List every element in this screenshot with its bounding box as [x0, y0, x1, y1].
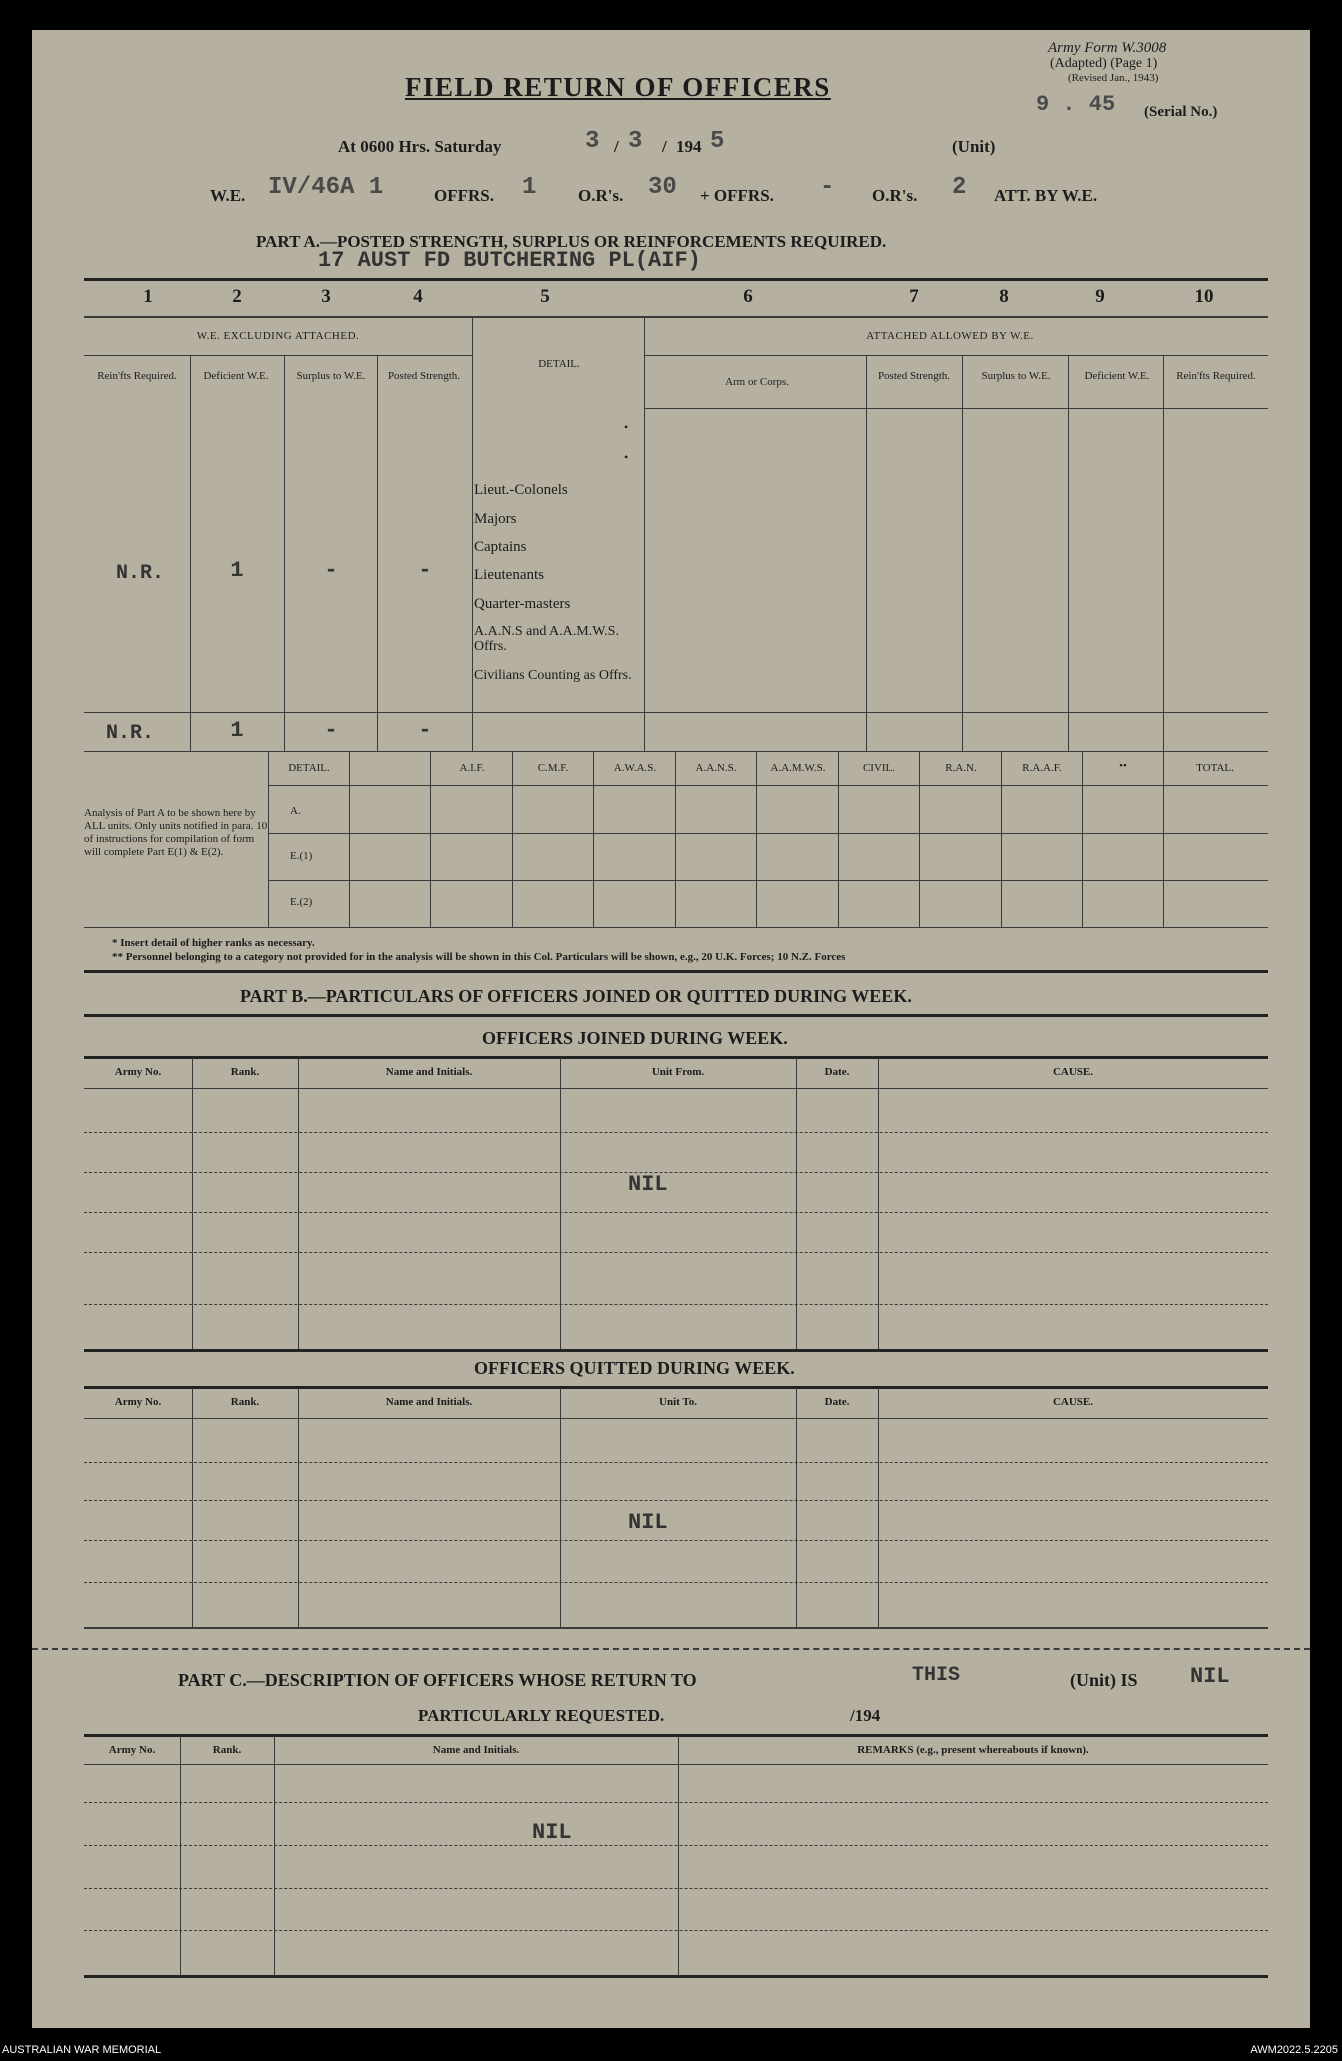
col-number-6: 6	[743, 286, 753, 307]
totals-rule	[84, 712, 1268, 713]
joined-hdr-army-no: Army No.	[114, 1066, 162, 1078]
footer-right: AWM2022.5.2205	[1250, 2044, 1338, 2056]
at-time-label: At 0600 Hrs. Saturday	[338, 137, 502, 156]
ors-value: 30	[648, 174, 677, 201]
row-deficient-value: 1	[230, 558, 244, 583]
col-number-2: 2	[232, 286, 242, 307]
subheader-rule-right	[644, 408, 1268, 409]
c-vline-1	[180, 1736, 181, 1976]
vline-a-7	[962, 355, 963, 751]
offrs-label: OFFRS.	[434, 186, 494, 205]
quitted-vline-4	[796, 1388, 797, 1628]
row-posted-value: -	[418, 558, 432, 583]
detail-header: DETAIL.	[538, 358, 580, 370]
footer-left: AUSTRALIAN WAR MEMORIAL	[2, 2044, 162, 2056]
vline-an-4	[593, 751, 594, 927]
part-c-requested: PARTICULARLY REQUESTED.	[418, 1706, 665, 1725]
vline-an-9	[1001, 751, 1002, 927]
quitted-hdr-rank: Rank.	[230, 1396, 260, 1408]
rank-civilians: Civilians Counting as Offrs.	[474, 668, 632, 683]
joined-hdr-unit-from: Unit From.	[651, 1066, 705, 1078]
rank-dot-2: •	[624, 450, 629, 464]
joined-hdr-rule	[84, 1088, 1268, 1089]
joined-hdr-name: Name and Initials.	[385, 1066, 473, 1078]
vline-an-11	[1163, 751, 1164, 927]
joined-hdr-rank: Rank.	[230, 1066, 260, 1078]
total-reinfts-value: N.R.	[105, 722, 154, 745]
c-line-2	[84, 1845, 1268, 1846]
date-year-digit: 5	[710, 128, 725, 155]
rank-aans: A.A.N.S and A.A.M.W.S. Offrs.	[474, 624, 619, 654]
quitted-line-3	[84, 1540, 1268, 1541]
serial-number: 9 . 45	[1036, 92, 1116, 117]
an-hdr-aamws: A.A.M.W.S.	[770, 762, 826, 774]
vline-an-6	[756, 751, 757, 927]
c-hdr-army-no: Army No.	[108, 1744, 156, 1756]
analysis-note: Analysis of Part A to be shown here by ALL units. Only units notified in para. 10 of instructions for compilation of form will complete Part E(1) & E(2).	[84, 807, 268, 858]
col-number-7: 7	[909, 286, 919, 307]
ors-label: O.R's.	[578, 186, 624, 205]
form-name: Army Form W.3008	[1048, 40, 1167, 56]
c-line-4	[84, 1930, 1268, 1931]
vline-a-8	[1068, 355, 1069, 751]
col-number-9: 9	[1095, 286, 1105, 307]
vline-a-5	[644, 316, 645, 751]
vline-an-2	[430, 751, 431, 927]
quitted-rule-top	[84, 1386, 1268, 1389]
quitted-line-1	[84, 1462, 1268, 1463]
rank-lieut-colonels: Lieut.-Colonels	[474, 482, 568, 498]
col-number-4: 4	[413, 286, 423, 307]
group-right-header: ATTACHED ALLOWED BY W.E.	[866, 330, 1034, 342]
quitted-line-2	[84, 1500, 1268, 1501]
date-month: 3	[628, 128, 643, 155]
an-hdr-aif: A.I.F.	[459, 762, 485, 774]
analysis-header-rule	[268, 785, 1268, 786]
vline-an-10	[1082, 751, 1083, 927]
total-surplus-value: -	[324, 718, 338, 743]
col-number-1: 1	[143, 286, 153, 307]
quitted-rule-bottom	[84, 1627, 1268, 1629]
quitted-vline-2	[298, 1388, 299, 1628]
form-adapted: (Adapted) (Page 1)	[1050, 56, 1158, 71]
vline-a-9	[1163, 355, 1164, 751]
c-hdr-remarks: REMARKS (e.g., present whereabouts if known).	[857, 1744, 1089, 1756]
quitted-entry: NIL	[628, 1510, 668, 1535]
tear-line	[32, 1648, 1310, 1650]
rank-dot-1: •	[624, 420, 629, 434]
rank-majors: Majors	[474, 511, 517, 527]
part-c-requested-year: /194	[850, 1706, 881, 1725]
hdr-reinfts-right: Rein'fts Required.	[1176, 370, 1256, 382]
quitted-hdr-cause: CAUSE.	[1052, 1396, 1094, 1408]
part-a-rule-bottom	[84, 970, 1268, 973]
c-hdr-rank: Rank.	[212, 1744, 242, 1756]
part-c-unit-is: (Unit) IS	[1070, 1670, 1138, 1690]
date-day: 3	[585, 128, 600, 155]
joined-vline-5	[878, 1058, 879, 1350]
quitted-line-4	[84, 1582, 1268, 1583]
hdr-posted: Posted Strength.	[387, 370, 461, 382]
vline-an-1	[349, 751, 350, 927]
row-reinfts-value: N.R.	[115, 562, 164, 585]
plus-offrs-value: -	[820, 174, 835, 201]
an-row-e2: E.(2)	[290, 896, 313, 908]
quitted-vline-5	[878, 1388, 879, 1628]
hdr-surplus: Surplus to W.E.	[296, 370, 366, 382]
an-hdr-detail: DETAIL.	[288, 762, 330, 774]
joined-line-5	[84, 1304, 1268, 1305]
part-c-title: PART C.—DESCRIPTION OF OFFICERS WHOSE RETURN TO	[178, 1670, 697, 1690]
vline-a-4	[472, 316, 473, 751]
vline-an-8	[919, 751, 920, 927]
vline-a-2	[284, 355, 285, 751]
col-number-3: 3	[321, 286, 331, 307]
col-number-10: 10	[1194, 286, 1214, 307]
ors2-value: 2	[952, 174, 967, 201]
part-b-title: PART B.—PARTICULARS OF OFFICERS JOINED OR QUITTED DURING WEEK.	[240, 986, 912, 1006]
an-hdr-total: TOTAL.	[1196, 762, 1234, 774]
quitted-hdr-rule	[84, 1418, 1268, 1419]
joined-vline-1	[192, 1058, 193, 1350]
quitted-hdr-unit-to: Unit To.	[659, 1396, 697, 1408]
c-vline-3	[678, 1736, 679, 1976]
an-hdr-aans: A.A.N.S.	[695, 762, 737, 774]
analysis-row-rule-2	[268, 880, 1268, 881]
ors2-label: O.R's.	[872, 186, 918, 205]
unit-label: (Unit)	[952, 137, 996, 156]
c-entry: NIL	[532, 1820, 572, 1845]
an-hdr-other: ••	[1119, 760, 1127, 772]
we-label: W.E.	[210, 186, 246, 205]
joined-hdr-date: Date.	[824, 1066, 850, 1078]
part-b-rule	[84, 1014, 1268, 1017]
an-hdr-civil: CIVIL.	[862, 762, 896, 774]
joined-vline-2	[298, 1058, 299, 1350]
joined-title: OFFICERS JOINED DURING WEEK.	[482, 1028, 788, 1048]
an-hdr-raaf: R.A.A.F.	[1022, 762, 1062, 774]
page-title: FIELD RETURN OF OFFICERS	[405, 72, 831, 102]
part-c-rule-bottom	[84, 1975, 1268, 1978]
vline-a-6	[866, 355, 867, 751]
hdr-posted-right: Posted Strength.	[877, 370, 951, 382]
hdr-reinfts: Rein'fts Required.	[97, 370, 177, 382]
c-vline-2	[274, 1736, 275, 1976]
group-rule-right	[644, 355, 1268, 356]
serial-label: (Serial No.)	[1144, 104, 1218, 120]
c-hdr-name: Name and Initials.	[432, 1744, 520, 1756]
date-sep-2: /	[662, 137, 667, 156]
vline-an-3	[512, 751, 513, 927]
group-rule-left	[84, 355, 472, 356]
analysis-row-rule-1	[268, 833, 1268, 834]
date-sep-1: /	[614, 137, 619, 156]
an-row-e1: E.(1)	[290, 850, 313, 862]
an-hdr-awas: A.W.A.S.	[613, 762, 657, 774]
row-surplus-value: -	[324, 558, 338, 583]
joined-line-3	[84, 1212, 1268, 1213]
joined-rule-top	[84, 1056, 1268, 1059]
c-line-3	[84, 1888, 1268, 1889]
rank-lieutenants: Lieutenants	[474, 567, 544, 583]
joined-line-4	[84, 1252, 1268, 1253]
part-c-rule-top	[84, 1734, 1268, 1737]
unit-typed: 17 AUST FD BUTCHERING PL(AIF)	[318, 248, 701, 273]
footnote-2: ** Personnel belonging to a category not provided for in the analysis will be shown in this Col. Particulars will be shown, e.g., 20 U.K. Forces; 10 N.Z. Forces	[112, 951, 846, 963]
an-hdr-cmf: C.M.F.	[537, 762, 569, 774]
quitted-vline-1	[192, 1388, 193, 1628]
joined-vline-3	[560, 1058, 561, 1350]
hdr-deficient-right: Deficient W.E.	[1084, 370, 1150, 382]
joined-line-1	[84, 1132, 1268, 1133]
att-label: ATT. BY W.E.	[994, 186, 1098, 205]
vline-an-5	[675, 751, 676, 927]
hdr-surplus-right: Surplus to W.E.	[981, 370, 1051, 382]
vline-an-7	[838, 751, 839, 927]
vline-a-3	[377, 355, 378, 751]
we-value: IV/46A 1	[268, 174, 384, 201]
part-c-unit-value: THIS	[912, 1664, 961, 1687]
form-revised: (Revised Jan., 1943)	[1068, 72, 1159, 84]
quitted-title: OFFICERS QUITTED DURING WEEK.	[474, 1358, 795, 1378]
an-hdr-ran: R.A.N.	[945, 762, 977, 774]
hdr-deficient: Deficient W.E.	[203, 370, 269, 382]
offrs-value: 1	[522, 174, 537, 201]
analysis-bottom-rule	[84, 927, 1268, 928]
c-hdr-rule	[84, 1764, 1268, 1765]
group-left-header: W.E. EXCLUDING ATTACHED.	[196, 330, 360, 342]
part-a-rule-top	[84, 278, 1268, 281]
joined-rule-bottom	[84, 1349, 1268, 1352]
joined-hdr-cause: CAUSE.	[1052, 1066, 1094, 1078]
rank-quarter-masters: Quarter-masters	[474, 596, 571, 612]
quitted-hdr-date: Date.	[824, 1396, 850, 1408]
hdr-arm-corps: Arm or Corps.	[725, 376, 789, 388]
part-c-status: NIL	[1190, 1664, 1230, 1689]
joined-entry: NIL	[628, 1172, 668, 1197]
vline-an-0	[268, 751, 269, 927]
plus-offrs-label: + OFFRS.	[700, 186, 774, 205]
quitted-hdr-name: Name and Initials.	[385, 1396, 473, 1408]
footnote-1: * Insert detail of higher ranks as necessary.	[112, 937, 315, 949]
part-a-title: PART A.—POSTED STRENGTH, SURPLUS OR REINFORCEMENTS REQUIRED.	[256, 232, 887, 251]
an-row-a: A.	[290, 805, 301, 817]
quitted-hdr-army-no: Army No.	[114, 1396, 162, 1408]
c-line-1	[84, 1802, 1268, 1803]
col-number-8: 8	[999, 286, 1009, 307]
col-number-5: 5	[540, 286, 550, 307]
vline-a-1	[190, 355, 191, 751]
rank-captains: Captains	[474, 539, 527, 555]
quitted-vline-3	[560, 1388, 561, 1628]
total-posted-value: -	[418, 718, 432, 743]
date-year-prefix: 194	[676, 137, 702, 156]
joined-line-2	[84, 1172, 1268, 1173]
col-number-rule	[84, 316, 1268, 318]
joined-vline-4	[796, 1058, 797, 1350]
total-deficient-value: 1	[230, 718, 244, 743]
analysis-top-rule	[84, 751, 1268, 752]
